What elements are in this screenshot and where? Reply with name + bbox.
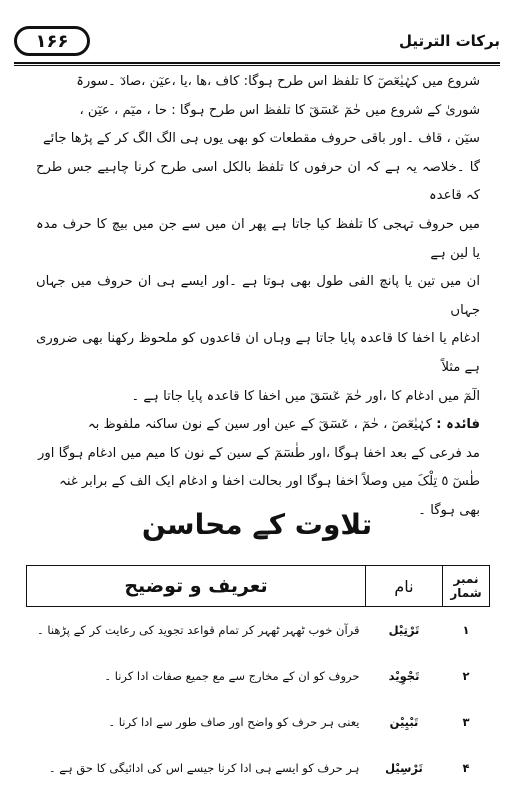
row-definition: ہر حرف کو ایسے ہی ادا کرنا جیسے اس کی ادائیگی کا حق ہے ۔ bbox=[48, 761, 360, 775]
row-name: تَبْیِیْن bbox=[389, 715, 419, 729]
header-definition: تعریف و توضیح bbox=[27, 566, 366, 607]
body-line: طٰسٓ ٥ تِلْکَ میں وصلاً اخفا ہوگا اور بحالت اخفا و ادغام ایک الف کے برابر غنہ bbox=[59, 474, 480, 490]
body-line: بھی ہوگا ۔ bbox=[418, 502, 480, 518]
row-name: تَجْوِیْد bbox=[388, 669, 420, 683]
body-line: شروع میں کہٰیٰعٓصٓ کا تلفظ اس طرح ہوگا: کاف ،ھا ،یا ،عیٓن ،صادٓ ۔سورۃ bbox=[76, 74, 480, 89]
row-name: تَرْسِیْل bbox=[385, 761, 423, 775]
table-row bbox=[27, 699, 490, 745]
body-line: ادغام یا اخفا کا قاعدہ پایا جاتا ہے وہاں ان قاعدوں کو ملحوظ رکھنا بھی ضروری ہے مثلاً bbox=[36, 331, 480, 375]
page-number-badge bbox=[14, 26, 90, 56]
table-row bbox=[27, 745, 490, 791]
note-line bbox=[36, 411, 480, 440]
page-header bbox=[14, 26, 500, 60]
section-title: تلاوت کے محاسن bbox=[141, 508, 373, 541]
body-line: شوریٰ کے شروع میں حٰمٓ عٓسٓقٓ کا تلفظ اس طرح ہوگا : حا ، میٓم ، عیٓن ، bbox=[79, 102, 480, 118]
row-number: ۲ bbox=[462, 669, 470, 683]
note-label: فائدہ : bbox=[436, 417, 480, 433]
body-line: سیٓن ، قاف ۔اور باقی حروف مقطعات کو بھی یوں ہی الگ الگ کر کے پڑھا جائے bbox=[42, 131, 480, 147]
row-definition: یعنی ہر حرف کو واضح اور صاف طور سے ادا کرنا ۔ bbox=[108, 715, 360, 729]
body-line: میں حروف تہجی کا تلفظ کیا جاتا ہے پھر ان میں سے جن میں بیچ کا حرف مدہ یا لین ہے bbox=[36, 216, 480, 261]
body-text bbox=[36, 68, 480, 526]
definitions-table bbox=[26, 565, 490, 791]
table-header-row bbox=[27, 566, 490, 607]
row-number: ۱ bbox=[462, 623, 470, 637]
row-definition: حروف کو ان کے مخارج سے مع جمیع صفات ادا کرنا ۔ bbox=[104, 669, 360, 683]
header-name: نام bbox=[366, 566, 443, 607]
header-rule-bottom bbox=[14, 65, 500, 66]
body-line: گا ۔خلاصہ یہ ہے کہ ان حرفوں کا تلفظ بالکل اسی طرح کرنا چاہیے جس طرح کہ قاعدہ bbox=[36, 159, 480, 204]
header-rule-top bbox=[14, 62, 500, 64]
body-line: الٓمٓ میں ادغام کا ،اور حٰمٓ عٓسٓقٓ میں اخفا کا قاعدہ پایا جاتا ہے ۔ bbox=[131, 388, 480, 404]
book-title: برکات الترتیل bbox=[399, 32, 500, 50]
note-text: کہٰیٰعٓصٓ ، حٰمٓ ، عٓسٓقٓ کے عین اور سین کے نون ساکنہ ملفوظ بہ bbox=[87, 417, 433, 433]
page-number: ۱۶۶ bbox=[35, 30, 69, 52]
row-definition: قرآن خوب ٹھہر ٹھہر کر تمام قواعد تجوید کی رعایت کر کے پڑھنا ۔ bbox=[36, 623, 360, 637]
row-number: ۳ bbox=[462, 715, 470, 729]
body-line: مد فرعی کے بعد اخفا ہوگا ،اور طٰسٓمٓ کے سین کے نون کا میم میں ادغام ہوگا اور bbox=[38, 445, 480, 461]
row-name: تَرْتِیْل bbox=[388, 623, 420, 637]
table-row bbox=[27, 653, 490, 699]
header-number: نمبر شمار bbox=[443, 566, 490, 607]
table-row bbox=[27, 607, 490, 654]
body-line: ان میں تین یا پانچ الفی طول بھی ہوتا ہے ۔اور ایسے ہی ان حروف میں جہاں جہاں bbox=[36, 274, 480, 318]
row-number: ۴ bbox=[462, 761, 470, 775]
